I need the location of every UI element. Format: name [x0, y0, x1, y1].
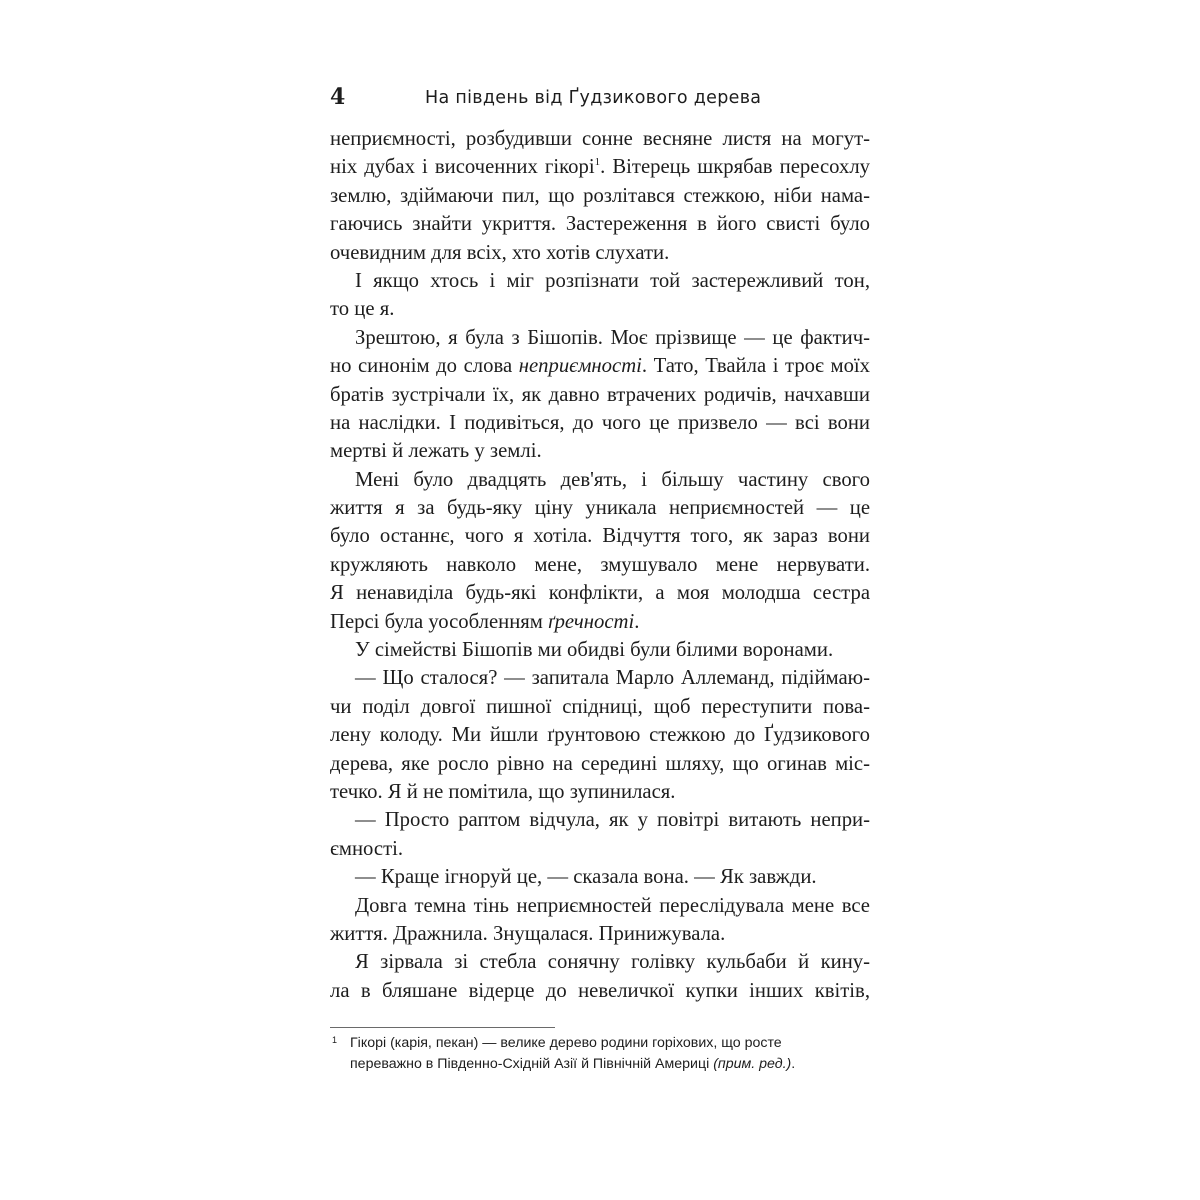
emphasis: неприємності — [518, 355, 642, 378]
text-line: — Просто раптом відчула, як у повітрі витають непри- — [355, 809, 870, 832]
footnote-line — [330, 1054, 870, 1075]
text-line: то це я. — [330, 298, 395, 321]
text-line: У сімействі Бішопів ми обидві були білими воронами. — [355, 639, 834, 662]
text-line: Довга темна тінь неприємностей переслідувала мене все — [355, 894, 870, 917]
text-line: гаючись знайти укриття. Застереження в його свисті було — [330, 213, 870, 236]
text-run: . — [791, 1056, 796, 1072]
text-line: Зрештою, я була з Бішопів. Моє прізвище — це фактич- — [355, 326, 870, 349]
text-line: кружляють навколо мене, змушувало мене нервувати. — [330, 553, 870, 576]
text-line: дерева, яке росло рівно на середині шляху, що огинав міс- — [330, 752, 870, 775]
text-line: ємності. — [330, 837, 404, 860]
text-run: . — [634, 610, 640, 633]
text-line: — Що сталося? — запитала Марло Аллеманд, підіймаю- — [355, 667, 870, 690]
running-title: На південь від Ґудзикового дерева — [425, 88, 762, 108]
text-line: течко. Я й не помітила, що зупинилася. — [330, 780, 676, 803]
text-run: ніх дубах і височенних гікорі — [330, 156, 595, 179]
text-line: було останнє, чого я хотіла. Відчуття того, як зараз вони — [330, 525, 870, 548]
text-line: чи поділ довгої пишної спідниці, щоб переступити пова- — [330, 695, 870, 718]
text-line: неприємності, розбудивши сонне весняне листя на могут- — [330, 128, 870, 150]
text-line: — Краще ігноруй це, — сказала вона. — Як завжди. — [355, 866, 817, 889]
text-line — [330, 352, 870, 380]
running-head — [330, 82, 870, 116]
footnote-marker: 1 — [332, 1035, 338, 1045]
text-line: очевидним для всіх, хто хотів слухати. — [330, 241, 670, 264]
text-run: . Тато, Твайла і троє моїх — [641, 355, 870, 378]
text-run: . Вітерець шкрябав пересохлу — [600, 156, 870, 179]
text-line: Мені було двадцять дев'ять, і більшу частину свого — [355, 468, 870, 491]
footnote-line: Гікорі (карія, пекан) — велике дерево родини горіхових, що росте — [350, 1035, 782, 1051]
text-line: Я ненавиділа будь-які конфлікти, а моя молодша сестра — [330, 582, 870, 605]
text-line: Я зірвала зі стебла сонячну голівку кульбаби й кину- — [355, 951, 870, 974]
text-line — [330, 608, 870, 636]
text-line: життя. Дражнила. Знущалася. Принижувала. — [330, 922, 726, 945]
body-text — [330, 125, 870, 1005]
text-line: життя я за будь-яку ціну уникала неприємностей — це — [330, 497, 870, 520]
text-line — [330, 153, 870, 181]
text-line: на наслідки. І подивіться, до чого це призвело — всі вони — [330, 411, 870, 434]
text-line: І якщо хтось і міг розпізнати той застережливий тон, — [355, 269, 870, 292]
footnote — [330, 1033, 870, 1075]
emphasis: ґречності — [548, 610, 635, 633]
emphasis: (прим. ред.) — [713, 1056, 792, 1072]
text-line: землю, здіймаючи пил, що розлітався стежкою, ніби нама- — [330, 184, 870, 207]
footnote-reference: 1 — [594, 156, 601, 169]
page-number: 4 — [330, 84, 346, 110]
text-line: мертві й лежать у землі. — [330, 440, 542, 463]
text-run: но синонім до слова — [330, 355, 519, 378]
text-line: ла в бляшане відерце до невеличкої купки інших квітів, — [330, 979, 870, 1002]
text-run: переважно в Південно-Східній Азії й Північній Америці — [350, 1056, 714, 1072]
text-line: лену колоду. Ми йшли ґрунтовою стежкою до Ґудзикового — [330, 724, 870, 747]
text-line: братів зустрічали їх, як давно втрачених родичів, начхавши — [330, 383, 870, 406]
footnote-divider — [330, 1027, 555, 1028]
text-run: Персі була уособленням — [330, 610, 549, 633]
